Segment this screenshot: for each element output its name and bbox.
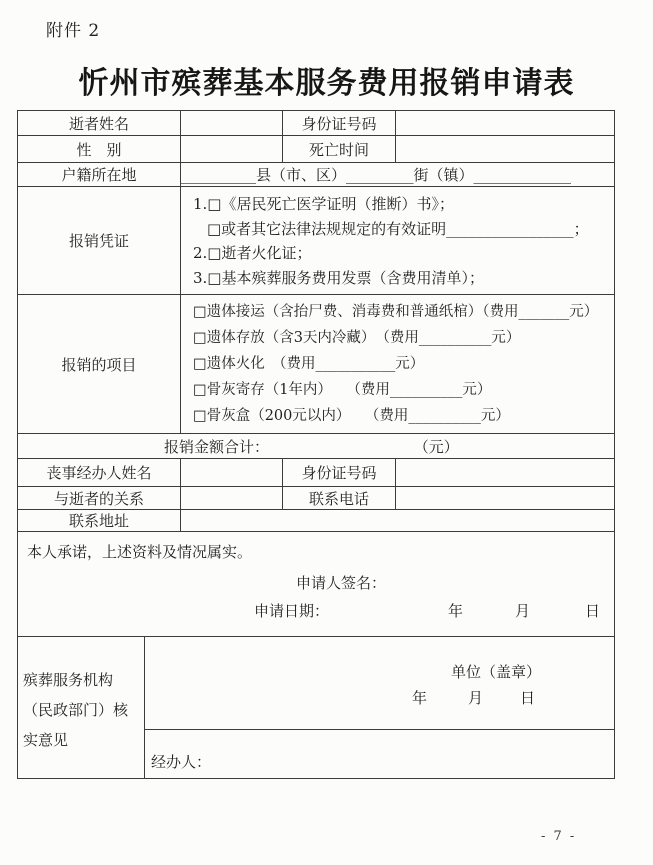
row-commitment bbox=[18, 532, 615, 637]
application-form-table bbox=[17, 110, 615, 779]
voucher-label: 报销凭证 bbox=[18, 187, 181, 295]
verification-section bbox=[18, 637, 614, 778]
phone-value bbox=[396, 487, 615, 510]
page-title: 忻州市殡葬基本服务费用报销申请表 bbox=[78, 66, 575, 101]
deceased-name-value bbox=[181, 111, 283, 136]
item-body-transport: □遗体接运（含抬尸费、消毒费和普通纸棺）（费用_______元） bbox=[193, 304, 599, 320]
item-body-storage: □遗体存放（含3天内冷藏） （费用__________元） bbox=[193, 330, 521, 346]
voucher-line-1: 1.□《居民死亡医学证明（推断）书》； bbox=[193, 195, 454, 213]
residence-value: __________县（市、区）_________街（镇）_____________ bbox=[181, 163, 615, 187]
agent-name-label: 丧事经办人姓名 bbox=[18, 459, 181, 487]
application-date-label: 申请日期： bbox=[254, 602, 330, 620]
address-value bbox=[181, 510, 615, 532]
verification-right bbox=[145, 637, 614, 778]
row-deceased-name bbox=[18, 111, 615, 136]
row-verification bbox=[18, 637, 615, 779]
row-gender bbox=[18, 136, 615, 163]
item-cremation: □遗体火化 （费用___________元） bbox=[193, 356, 425, 372]
commitment-cell bbox=[18, 532, 615, 637]
commitment-statement: 本人承诺，上述资料及情况属实。 bbox=[27, 543, 253, 561]
total-label: 报销金额合计： bbox=[164, 437, 270, 456]
verification-year-label: 年 bbox=[412, 689, 428, 707]
commitment-month-label: 月 bbox=[515, 602, 531, 620]
verification-day-label: 日 bbox=[520, 689, 536, 707]
verification-month-label: 月 bbox=[468, 689, 484, 707]
agent-name-value bbox=[181, 459, 283, 487]
deceased-id-label: 身份证号码 bbox=[283, 111, 396, 136]
handler-label: 经办人： bbox=[151, 753, 212, 771]
row-relation bbox=[18, 487, 615, 510]
agent-id-label: 身份证号码 bbox=[283, 459, 396, 487]
agent-id-value bbox=[396, 459, 615, 487]
relation-label: 与逝者的关系 bbox=[18, 487, 181, 510]
items-lines-cell bbox=[181, 295, 615, 434]
phone-label: 联系电话 bbox=[283, 487, 396, 510]
row-residence bbox=[18, 163, 615, 187]
row-items bbox=[18, 295, 615, 434]
death-time-value bbox=[396, 136, 615, 163]
handler-area bbox=[145, 730, 614, 778]
death-time-label: 死亡时间 bbox=[283, 136, 396, 163]
row-total bbox=[18, 434, 615, 459]
commitment-day-label: 日 bbox=[585, 602, 601, 620]
deceased-id-value bbox=[396, 111, 615, 136]
total-unit: （元） bbox=[413, 437, 459, 456]
deceased-name-label: 逝者姓名 bbox=[18, 111, 181, 136]
verification-label: 殡葬服务机构（民政部门）核实意见 bbox=[18, 637, 145, 778]
row-agent-name bbox=[18, 459, 615, 487]
items-label: 报销的项目 bbox=[18, 295, 181, 434]
unit-seal-label: 单位（盖章） bbox=[451, 663, 542, 681]
voucher-lines-cell bbox=[181, 187, 615, 295]
page-number: - 7 - bbox=[541, 829, 577, 844]
residence-label: 户籍所在地 bbox=[18, 163, 181, 187]
verification-opinion-area bbox=[145, 637, 614, 730]
voucher-line-3: 2.□逝者火化证； bbox=[193, 244, 312, 262]
voucher-lines bbox=[181, 187, 614, 294]
attachment-label: 附件 2 bbox=[46, 21, 101, 41]
relation-value bbox=[181, 487, 283, 510]
item-ash-urn: □骨灰盒（200元以内） （费用__________元） bbox=[193, 408, 510, 424]
items-lines bbox=[181, 295, 614, 433]
total-cell bbox=[18, 434, 615, 459]
voucher-line-4: 3.□基本殡葬服务费用发票（含费用清单）； bbox=[193, 268, 484, 287]
applicant-signature-label: 申请人签名： bbox=[296, 574, 387, 592]
verification-cell bbox=[18, 637, 615, 779]
gender-label: 性 别 bbox=[18, 136, 181, 163]
voucher-line-2: □或者其它法律法规规定的有效证明_________________； bbox=[207, 219, 589, 238]
item-ash-storage: □骨灰寄存（1年内） （费用__________元） bbox=[193, 382, 492, 398]
row-address bbox=[18, 510, 615, 532]
gender-value bbox=[181, 136, 283, 163]
commitment-year-label: 年 bbox=[448, 602, 464, 620]
address-label: 联系地址 bbox=[18, 510, 181, 532]
row-voucher bbox=[18, 187, 615, 295]
